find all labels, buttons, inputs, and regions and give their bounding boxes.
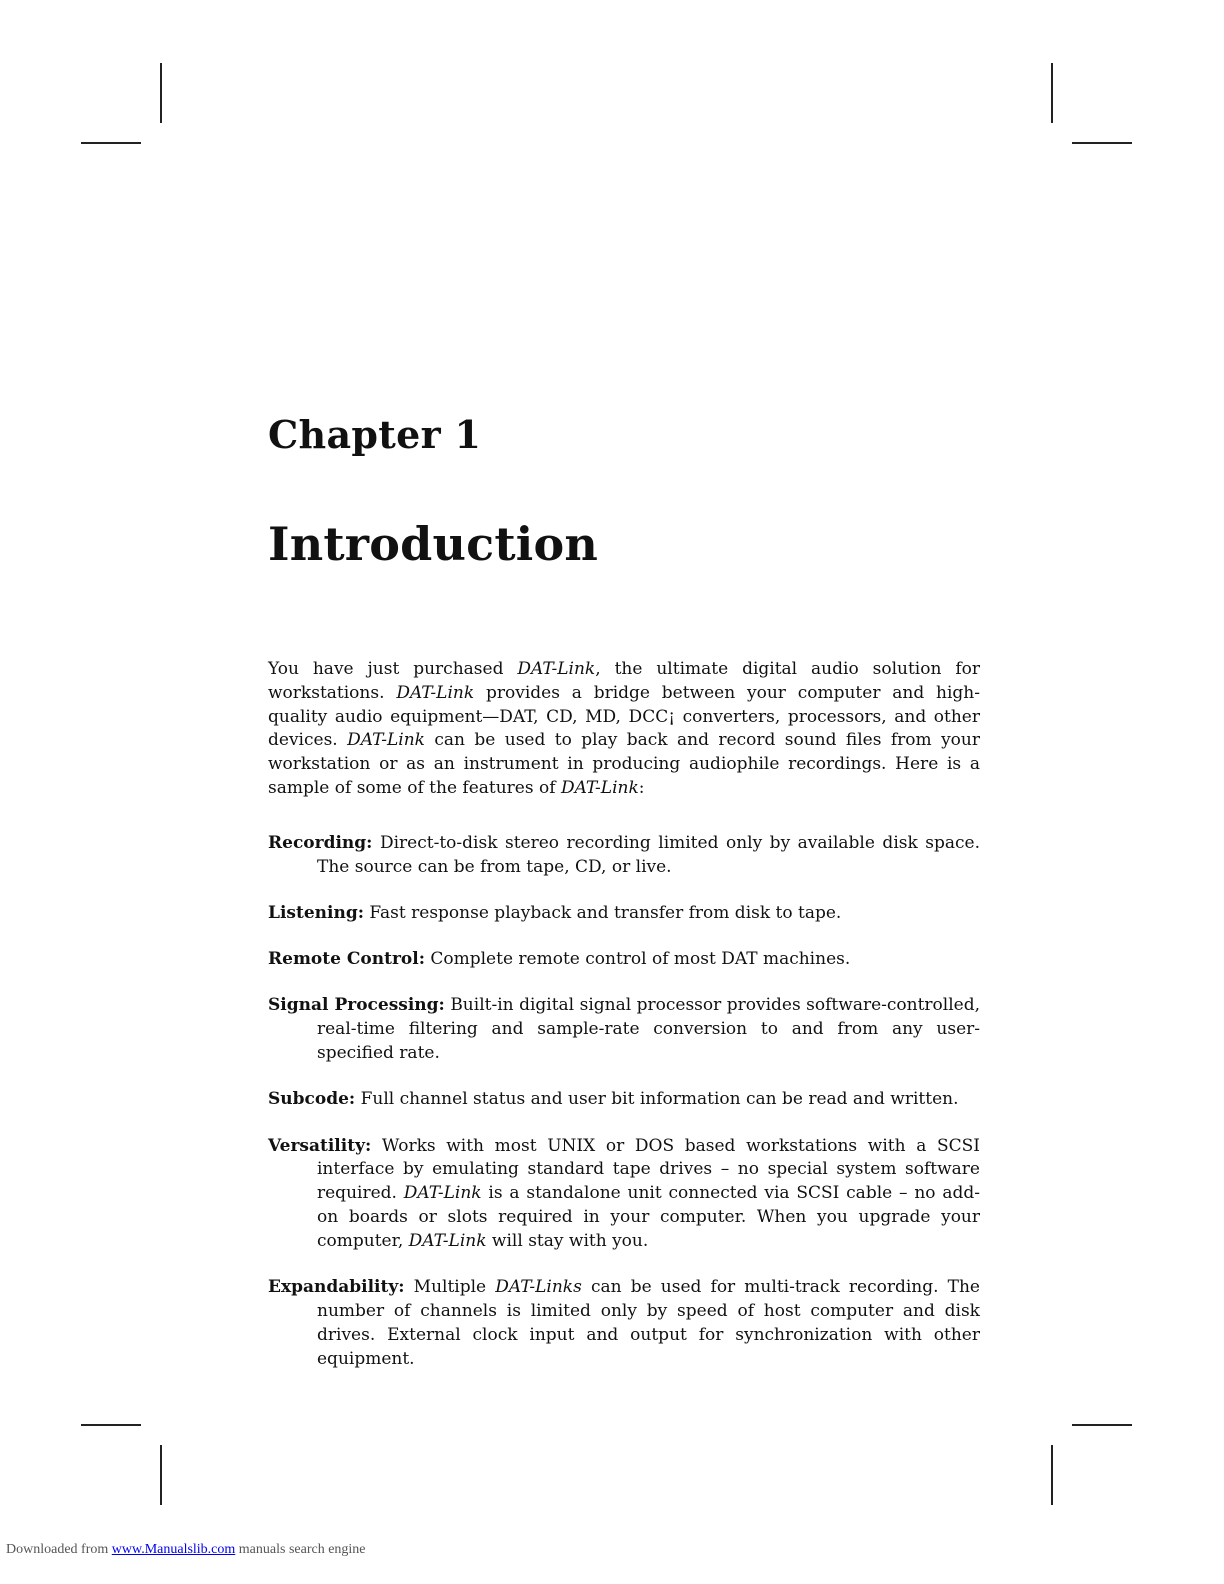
feature-listening [268,902,980,926]
feature-remote-control [268,948,980,972]
feature-term: Recording: [268,832,373,853]
feature-expandability [268,1276,980,1371]
intro-text-3: provides a bridge between your computer and high-quality audio equipment—DAT, CD, MD, DCC¡ converters, processors, and other devices. [268,682,981,751]
intro-text-1: You have just purchased [268,659,518,679]
feature-description: Direct-to-disk stereo recording limited only by available disk space. The source can be from tape, CD, or live. [317,832,981,877]
crop-mark-bottom-right-vertical [1051,1445,1053,1505]
intro-text-5: : [638,777,645,798]
footer-suffix: manuals search engine [235,1542,366,1557]
crop-mark-bottom-right-horizontal [1072,1424,1132,1426]
versatility-text-3: will stay with you. [486,1230,649,1251]
feature-versatility [268,1135,980,1254]
download-footer [6,1542,366,1558]
feature-description: Complete remote control of most DAT machines. [430,949,851,970]
crop-mark-top-right-horizontal [1072,142,1132,144]
crop-mark-top-left-vertical [160,63,162,123]
feature-signal-processing [268,994,980,1065]
product-name: DAT-Link [560,777,639,798]
chapter-label: Chapter 1 [268,412,482,457]
feature-description: Fast response playback and transfer from disk to tape. [369,902,842,923]
manualslib-link[interactable]: www.Manualslib.com [111,1542,236,1557]
product-name: DAT-Link [408,1230,487,1251]
crop-mark-top-right-vertical [1051,63,1053,123]
product-name: DAT-Link [396,682,475,703]
intro-text-4: can be used to play back and record sound files from your workstation or as an instrument in producing audiophile recordings. Here is a sample of some of the features of [268,730,980,798]
feature-description: Built-in digital signal processor provides software-controlled, real-time filtering and sample-rate conversion to and from any user-specified rate. [317,995,980,1064]
product-name: DAT-Links [495,1277,582,1298]
chapter-body [268,658,980,1394]
feature-subcode [268,1088,980,1112]
crop-mark-bottom-left-vertical [160,1445,162,1505]
feature-description: Full channel status and user bit information can be read and written. [360,1089,959,1110]
feature-term: Subcode: [268,1089,356,1110]
feature-term: Signal Processing: [268,995,445,1016]
feature-term: Versatility: [268,1135,372,1156]
versatility-text-1: Works with most UNIX or DOS based workstations with a SCSI interface by emulating standard tape drives – no special system software required. [317,1135,981,1204]
feature-term: Listening: [268,902,364,923]
product-name: DAT-Link [347,730,425,751]
versatility-text-2: is a standalone unit connected via SCSI cable – no add-on boards or slots required in your computer. When you upgrade your computer, [317,1183,980,1251]
expandability-text-2: can be used for multi-track recording. The number of channels is limited only by speed of host computer and disk drives. External clock input and output for synchronization with other equipment. [317,1277,980,1369]
feature-term: Expandability: [268,1277,405,1298]
product-name: DAT-Link [403,1183,482,1204]
intro-paragraph [268,658,980,801]
product-name: DAT-Link [517,659,596,679]
feature-list [268,832,980,1372]
chapter-title: Introduction [268,517,598,571]
feature-recording [268,832,980,880]
expandability-text-1: Multiple [413,1277,496,1298]
feature-description [317,1277,980,1368]
intro-text-2: , the ultimate digital audio solution for workstations. [268,659,980,703]
crop-mark-top-left-horizontal [81,142,141,144]
crop-mark-bottom-left-horizontal [81,1424,141,1426]
feature-term: Remote Control: [268,949,425,970]
footer-prefix: Downloaded from [6,1542,112,1557]
feature-description [317,1136,980,1251]
